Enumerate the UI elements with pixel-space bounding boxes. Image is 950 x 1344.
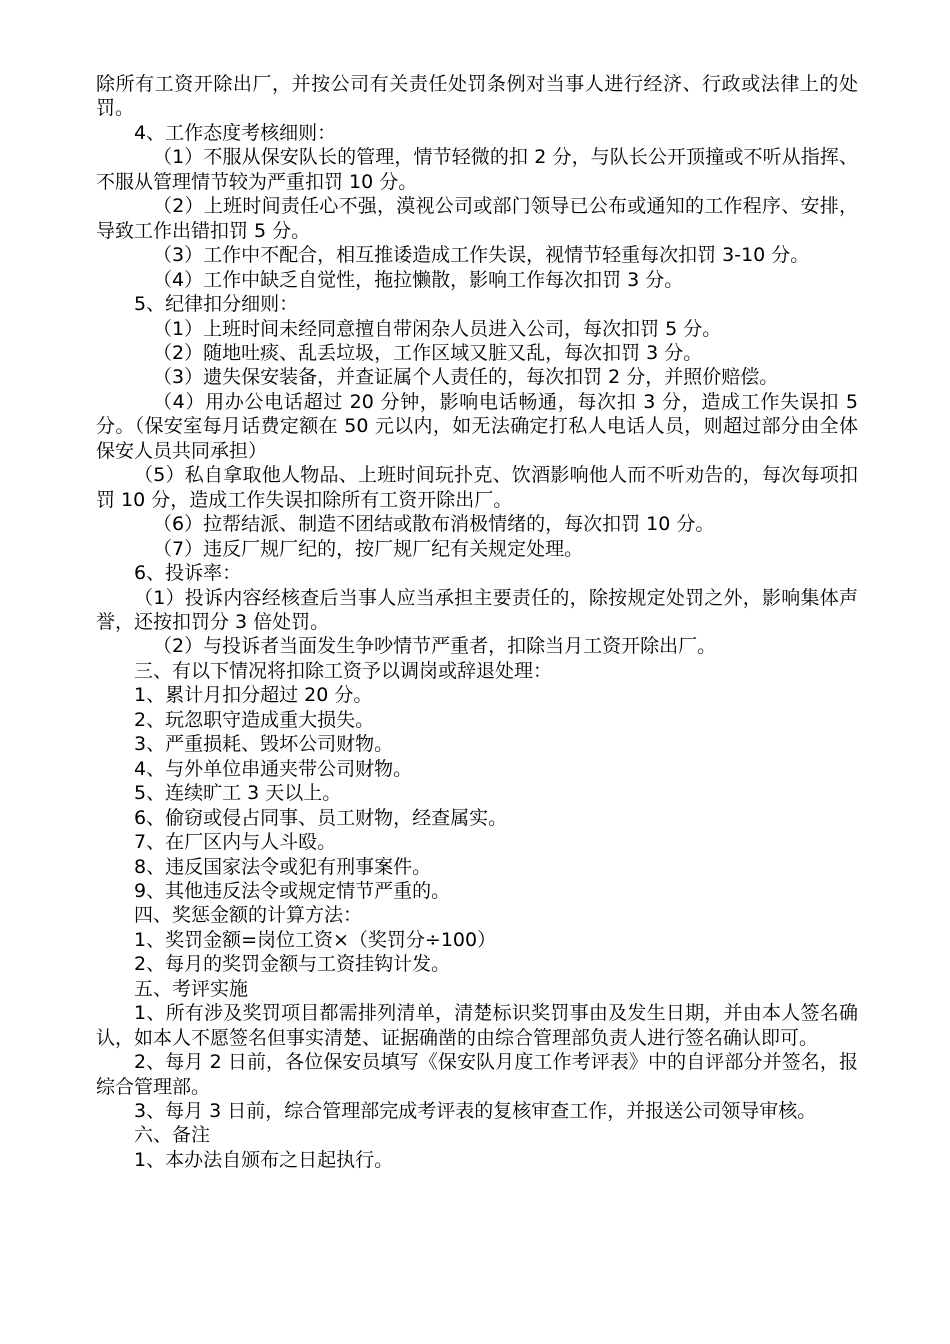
paragraph: （4）工作中缺乏自觉性，拖拉懒散，影响工作每次扣罚 3 分。	[153, 268, 684, 291]
paragraph: 1、累计月扣分超过 20 分。	[134, 684, 373, 707]
paragraph: （2）随地吐痰、乱丢垃圾，工作区域又脏又乱，每次扣罚 3 分。	[153, 341, 703, 364]
paragraph: 六、备注	[134, 1124, 211, 1147]
paragraph: 9、其他违反法令或规定情节严重的。	[134, 879, 451, 902]
paragraph: （6）拉帮结派、制造不团结或散布消极情绪的，每次扣罚 10 分。	[153, 513, 715, 536]
paragraph: 4、与外单位串通夹带公司财物。	[134, 757, 413, 780]
paragraph: （7）违反厂规厂纪的，按厂规厂纪有关规定处理。	[153, 537, 584, 560]
paragraph: 6、偷窃或侵占同事、员工财物，经查属实。	[134, 806, 508, 829]
paragraph: 8、违反国家法令或犯有刑事案件。	[134, 855, 432, 878]
paragraph: 5、纪律扣分细则：	[134, 293, 299, 316]
paragraph: 三、有以下情况将扣除工资予以调岗或辞退处理：	[134, 659, 553, 682]
paragraph: （2）与投诉者当面发生争吵情节严重者，扣除当月工资开除出厂。	[153, 635, 717, 658]
paragraph: （1）上班时间未经同意擅自带闲杂人员进入公司，每次扣罚 5 分。	[153, 317, 722, 340]
paragraph: （5）私自拿取他人物品、上班时间玩扑克、饮酒影响他人而不听劝告的，每次每项扣罚 10 分，造成工作失误扣除所有工资开除出厂。	[96, 464, 858, 511]
paragraph: 3、严重损耗、毁坏公司财物。	[134, 733, 394, 756]
paragraph: 四、奖惩金额的计算方法：	[134, 904, 363, 927]
document-body	[96, 72, 858, 1172]
paragraph: 5、连续旷工 3 天以上。	[134, 782, 342, 805]
paragraph: （3）工作中不配合，相互推诿造成工作失误，视情节轻重每次扣罚 3-10 分。	[153, 244, 810, 267]
paragraph: （2）上班时间责任心不强，漠视公司或部门领导已公布或通知的工作程序、安排，导致工作出错扣罚 5 分。	[96, 195, 858, 242]
paragraph: 1、本办法自颁布之日起执行。	[134, 1148, 394, 1171]
paragraph: 4、工作态度考核细则：	[134, 121, 337, 144]
paragraph: 3、每月 3 日前，综合管理部完成考评表的复核审查工作，并报送公司领导审核。	[134, 1100, 817, 1123]
paragraph: 除所有工资开除出厂，并按公司有关责任处罚条例对当事人进行经济、行政或法律上的处罚。	[96, 73, 858, 120]
paragraph: 1、所有涉及奖罚项目都需排列清单，清楚标识奖罚事由及发生日期，并由本人签名确认，如本人不愿签名但事实清楚、证据确凿的由综合管理部负责人进行签名确认即可。	[96, 1002, 858, 1049]
paragraph: （1）不服从保安队长的管理，情节轻微的扣 2 分，与队长公开顶撞或不听从指挥、不服从管理情节较为严重扣罚 10 分。	[96, 146, 858, 193]
paragraph: 2、每月的奖罚金额与工资挂钩计发。	[134, 953, 451, 976]
paragraph: 7、在厂区内与人斗殴。	[134, 831, 337, 854]
paragraph: 五、考评实施	[134, 977, 249, 1000]
paragraph: （1）投诉内容经核查后当事人应当承担主要责任的，除按规定处罚之外，影响集体声誉，还按扣罚分 3 倍处罚。	[96, 586, 858, 633]
paragraph: 2、玩忽职守造成重大损失。	[134, 708, 375, 731]
paragraph: 2、每月 2 日前，各位保安员填写《保安队月度工作考评表》中的自评部分并签名，报综合管理部。	[96, 1051, 858, 1098]
paragraph: 1、奖罚金额=岗位工资×（奖罚分÷100）	[134, 928, 497, 951]
paragraph: （4）用办公电话超过 20 分钟，影响电话畅通，每次扣 3 分，造成工作失误扣 5 分。（保安室每月话费定额在 50 元以内，如无法确定打私人电话人员，则超过部分由全体保安人员共同承担）	[96, 390, 858, 462]
paragraph: （3）遗失保安装备，并查证属个人责任的，每次扣罚 2 分，并照价赔偿。	[153, 366, 779, 389]
paragraph: 6、投诉率：	[134, 562, 242, 585]
